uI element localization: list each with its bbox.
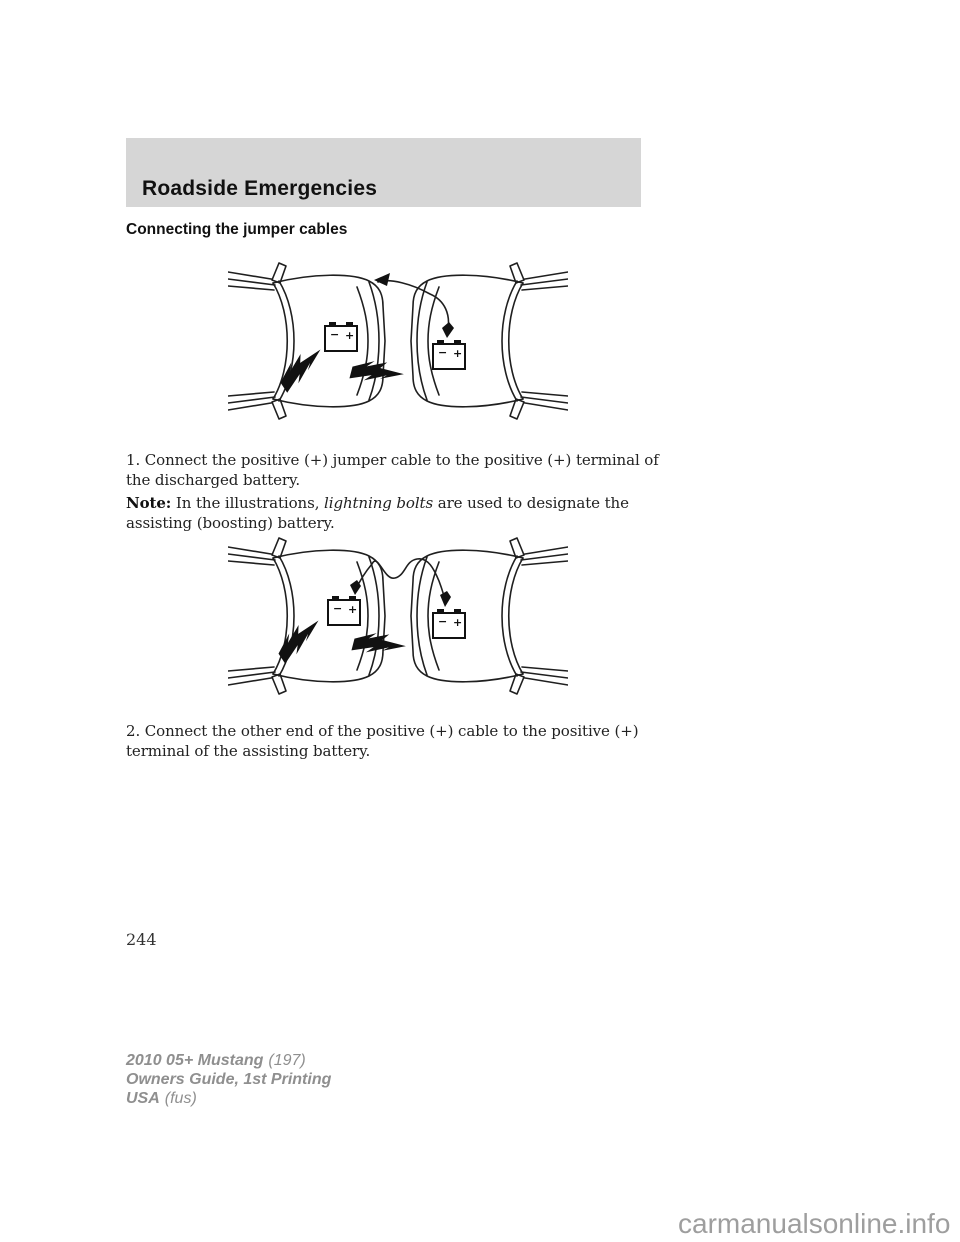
jumper-cables-step1-illustration [228,256,568,428]
jumper-cable [355,559,445,601]
footer-line-1: 2010 05+ Mustang (197) [126,1052,306,1069]
assisting-battery-icon [325,322,357,351]
watermark-text: carmanualsonline.info [678,1208,951,1239]
section-header-bar [126,138,641,207]
cable-arrow-icon [374,273,390,286]
lightning-bolt-icon [348,350,406,398]
assisting-battery-icon [328,596,360,625]
svg-text:−: − [330,328,340,341]
footer-line-3: USA (fus) [126,1090,197,1107]
svg-text:+: + [453,616,463,629]
jumper-cables-step2-illustration [228,531,568,703]
svg-text:−: − [438,346,448,359]
discharged-battery-icon [433,340,465,369]
step-1-text: 1. Connect the positive (+) jumper cable to the positive (+) terminal of the discharged battery. [126,451,659,489]
note-text: Note: In the illustrations, lightning bolts are used to designate the assisting (boosting) battery. [126,494,629,532]
lightning-bolt-icon [273,346,331,394]
left-car [228,538,385,694]
svg-text:+: + [348,603,358,616]
footer-line-2: Owners Guide, 1st Printing [126,1071,332,1088]
svg-text:+: + [345,329,355,342]
print-footer [126,1051,331,1108]
left-car [228,263,385,419]
discharged-battery-icon [433,609,465,638]
svg-text:−: − [333,602,343,615]
lightning-bolt-icon [271,617,329,665]
cable-clamp-icon [440,591,451,607]
step-2-text: 2. Connect the other end of the positive (+) cable to the positive (+) terminal of the assisting battery. [126,722,639,760]
svg-text:+: + [453,347,463,360]
topic-heading: Connecting the jumper cables [126,221,348,238]
section-title: Roadside Emergencies [142,177,378,200]
svg-text:−: − [438,615,448,628]
page-number: 244 [126,930,157,949]
right-car [411,263,568,419]
cable-clamp-icon [442,322,454,338]
